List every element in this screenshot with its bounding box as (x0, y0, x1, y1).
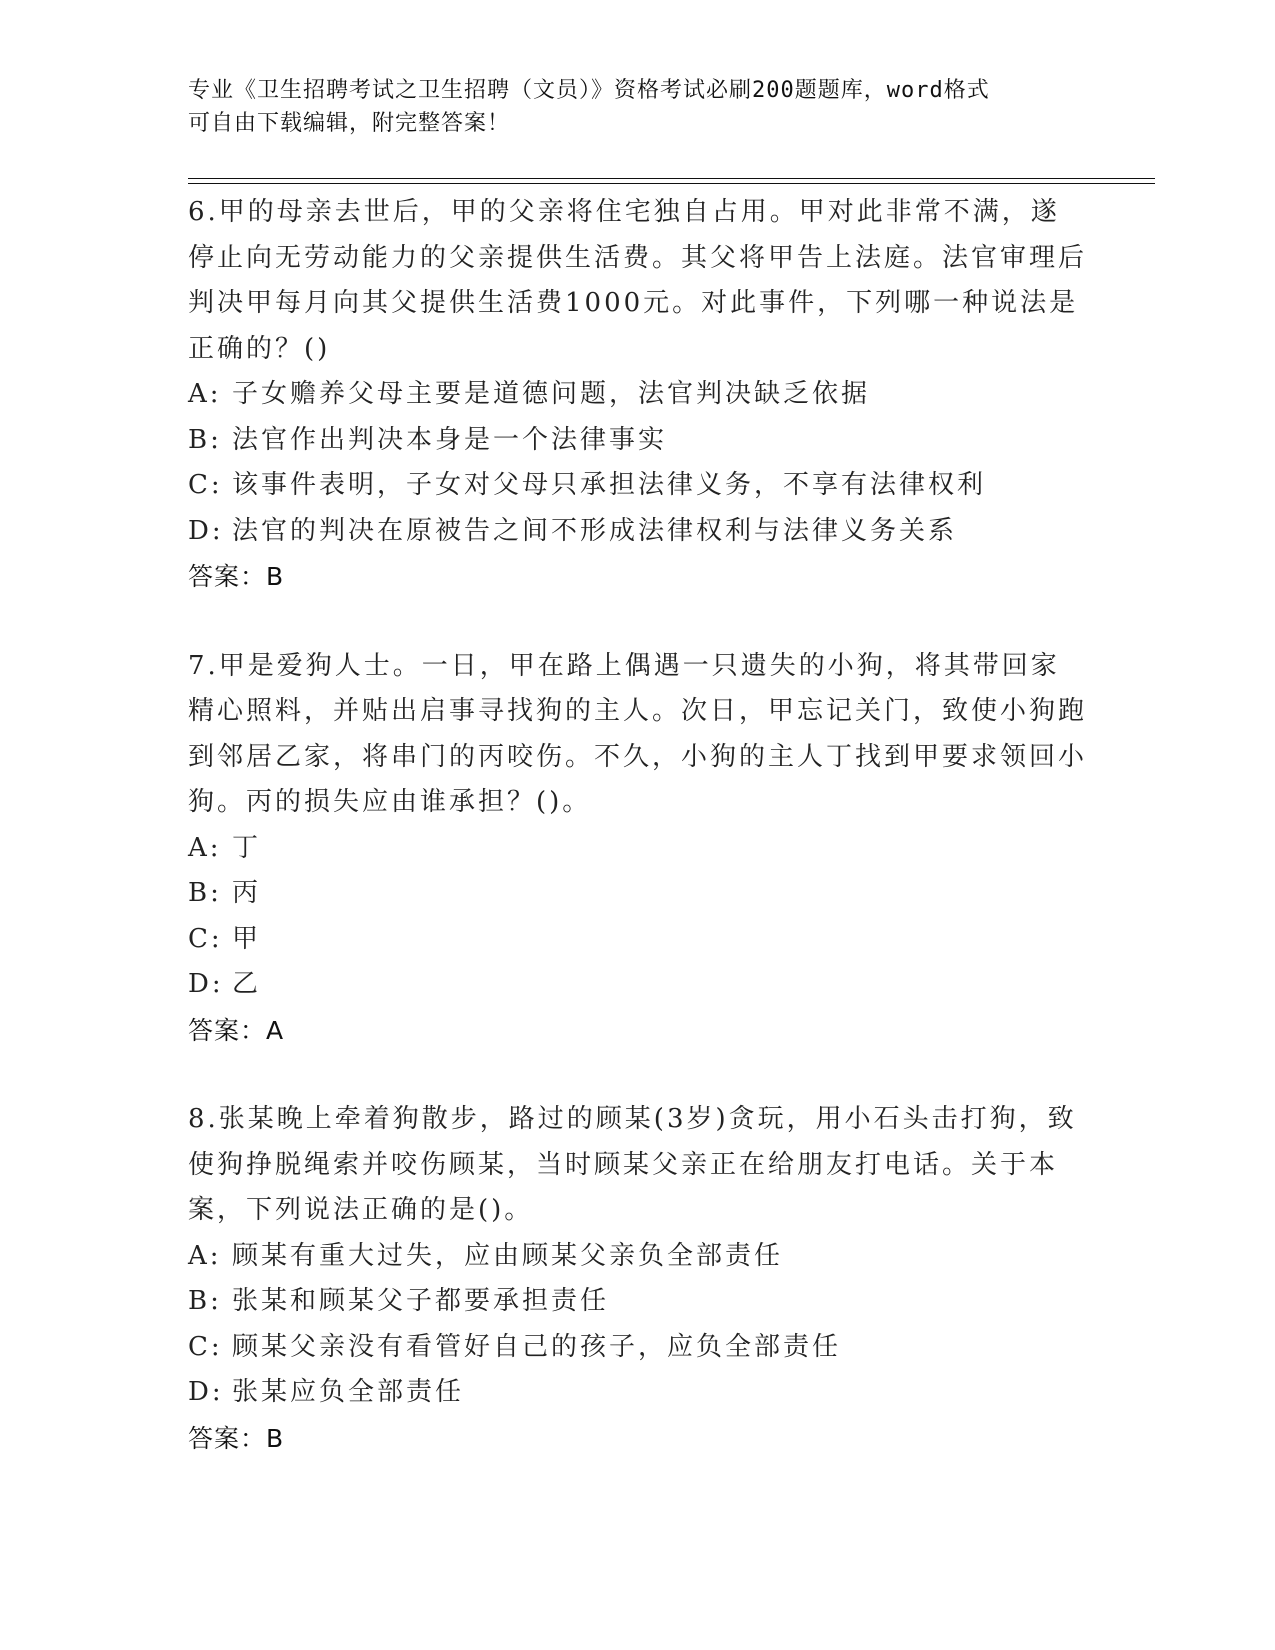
option-a (188, 1234, 1088, 1280)
option-text: 丁 (232, 832, 262, 863)
option-letter: B: (188, 1286, 222, 1316)
option-letter: D: (188, 969, 224, 999)
option-letter: D: (188, 1377, 224, 1407)
answer-line: 答案：B (188, 562, 285, 591)
option-d (188, 509, 1088, 555)
option-letter: C: (188, 923, 223, 954)
answer-line: 答案：B (188, 1423, 285, 1453)
option-letter: A: (188, 379, 222, 409)
question-8 (188, 1097, 1088, 1461)
option-letter: C: (188, 1331, 223, 1362)
document-header (188, 74, 1088, 140)
header-title-line-1: 专业《卫生招聘考试之卫生招聘（文员）》资格考试必刷200题题库，word格式 (188, 78, 990, 103)
header-divider-top (188, 178, 1155, 179)
question-spacer (188, 600, 1088, 644)
option-a (188, 372, 1088, 418)
option-a (188, 826, 1088, 872)
question-stem: 6.甲的母亲去世后，甲的父亲将住宅独自占用。甲对此非常不满，遂停止向无劳动能力的父亲提供生活费。其父将甲告上法庭。法官审理后判决甲每月向其父提供生活费1000元。对此事件，下列哪一种说法是正确的？() (188, 197, 1088, 364)
option-text: 张某应负全部责任 (232, 1377, 465, 1407)
option-letter: C: (188, 470, 223, 500)
question-stem: 8.张某晚上牵着狗散步，路过的顾某(3岁)贪玩，用小石头击打狗，致使狗挣脱绳索并咬伤顾某，当时顾某父亲正在给朋友打电话。关于本案，下列说法正确的是()。 (188, 1104, 1077, 1225)
header-title-line-2: 可自由下载编辑，附完整答案！ (188, 111, 511, 136)
option-c (188, 1325, 1088, 1371)
option-b (188, 418, 1088, 464)
option-text: 乙 (232, 969, 262, 999)
option-text: 甲 (232, 923, 262, 954)
option-c (188, 463, 1088, 509)
option-text: 顾某父亲没有看管好自己的孩子，应负全部责任 (232, 1331, 842, 1362)
option-c (188, 917, 1088, 963)
answer-line: 答案：A (188, 1015, 285, 1045)
option-letter: A: (188, 832, 222, 863)
option-b (188, 1279, 1088, 1325)
option-text: 张某和顾某父子都要承担责任 (232, 1286, 610, 1316)
option-text: 法官的判决在原被告之间不形成法律权利与法律义务关系 (232, 515, 958, 546)
option-d (188, 1370, 1088, 1416)
option-text: 顾某有重大过失，应由顾某父亲负全部责任 (232, 1240, 784, 1271)
question-6 (188, 190, 1088, 600)
option-letter: B: (188, 878, 222, 908)
option-letter: D: (188, 515, 224, 546)
option-b (188, 871, 1088, 917)
question-stem: 7.甲是爱狗人士。一日，甲在路上偶遇一只遗失的小狗，将其带回家精心照料，并贴出启事寻找狗的主人。次日，甲忘记关门，致使小狗跑到邻居乙家，将串门的丙咬伤。不久，小狗的主人丁找到甲要求领回小狗。丙的损失应由谁承担？()。 (188, 650, 1088, 817)
question-7 (188, 644, 1088, 1054)
option-text: 该事件表明，子女对父母只承担法律义务，不享有法律权利 (232, 470, 987, 500)
option-text: 法官作出判决本身是一个法律事实 (232, 424, 668, 455)
question-list (188, 190, 1088, 1461)
option-text: 丙 (232, 878, 262, 908)
question-spacer (188, 1053, 1088, 1097)
option-d (188, 962, 1088, 1008)
option-letter: A: (188, 1240, 222, 1271)
option-letter: B: (188, 424, 222, 455)
header-divider-bottom (188, 183, 1155, 184)
option-text: 子女赡养父母主要是道德问题，法官判决缺乏依据 (232, 379, 871, 409)
